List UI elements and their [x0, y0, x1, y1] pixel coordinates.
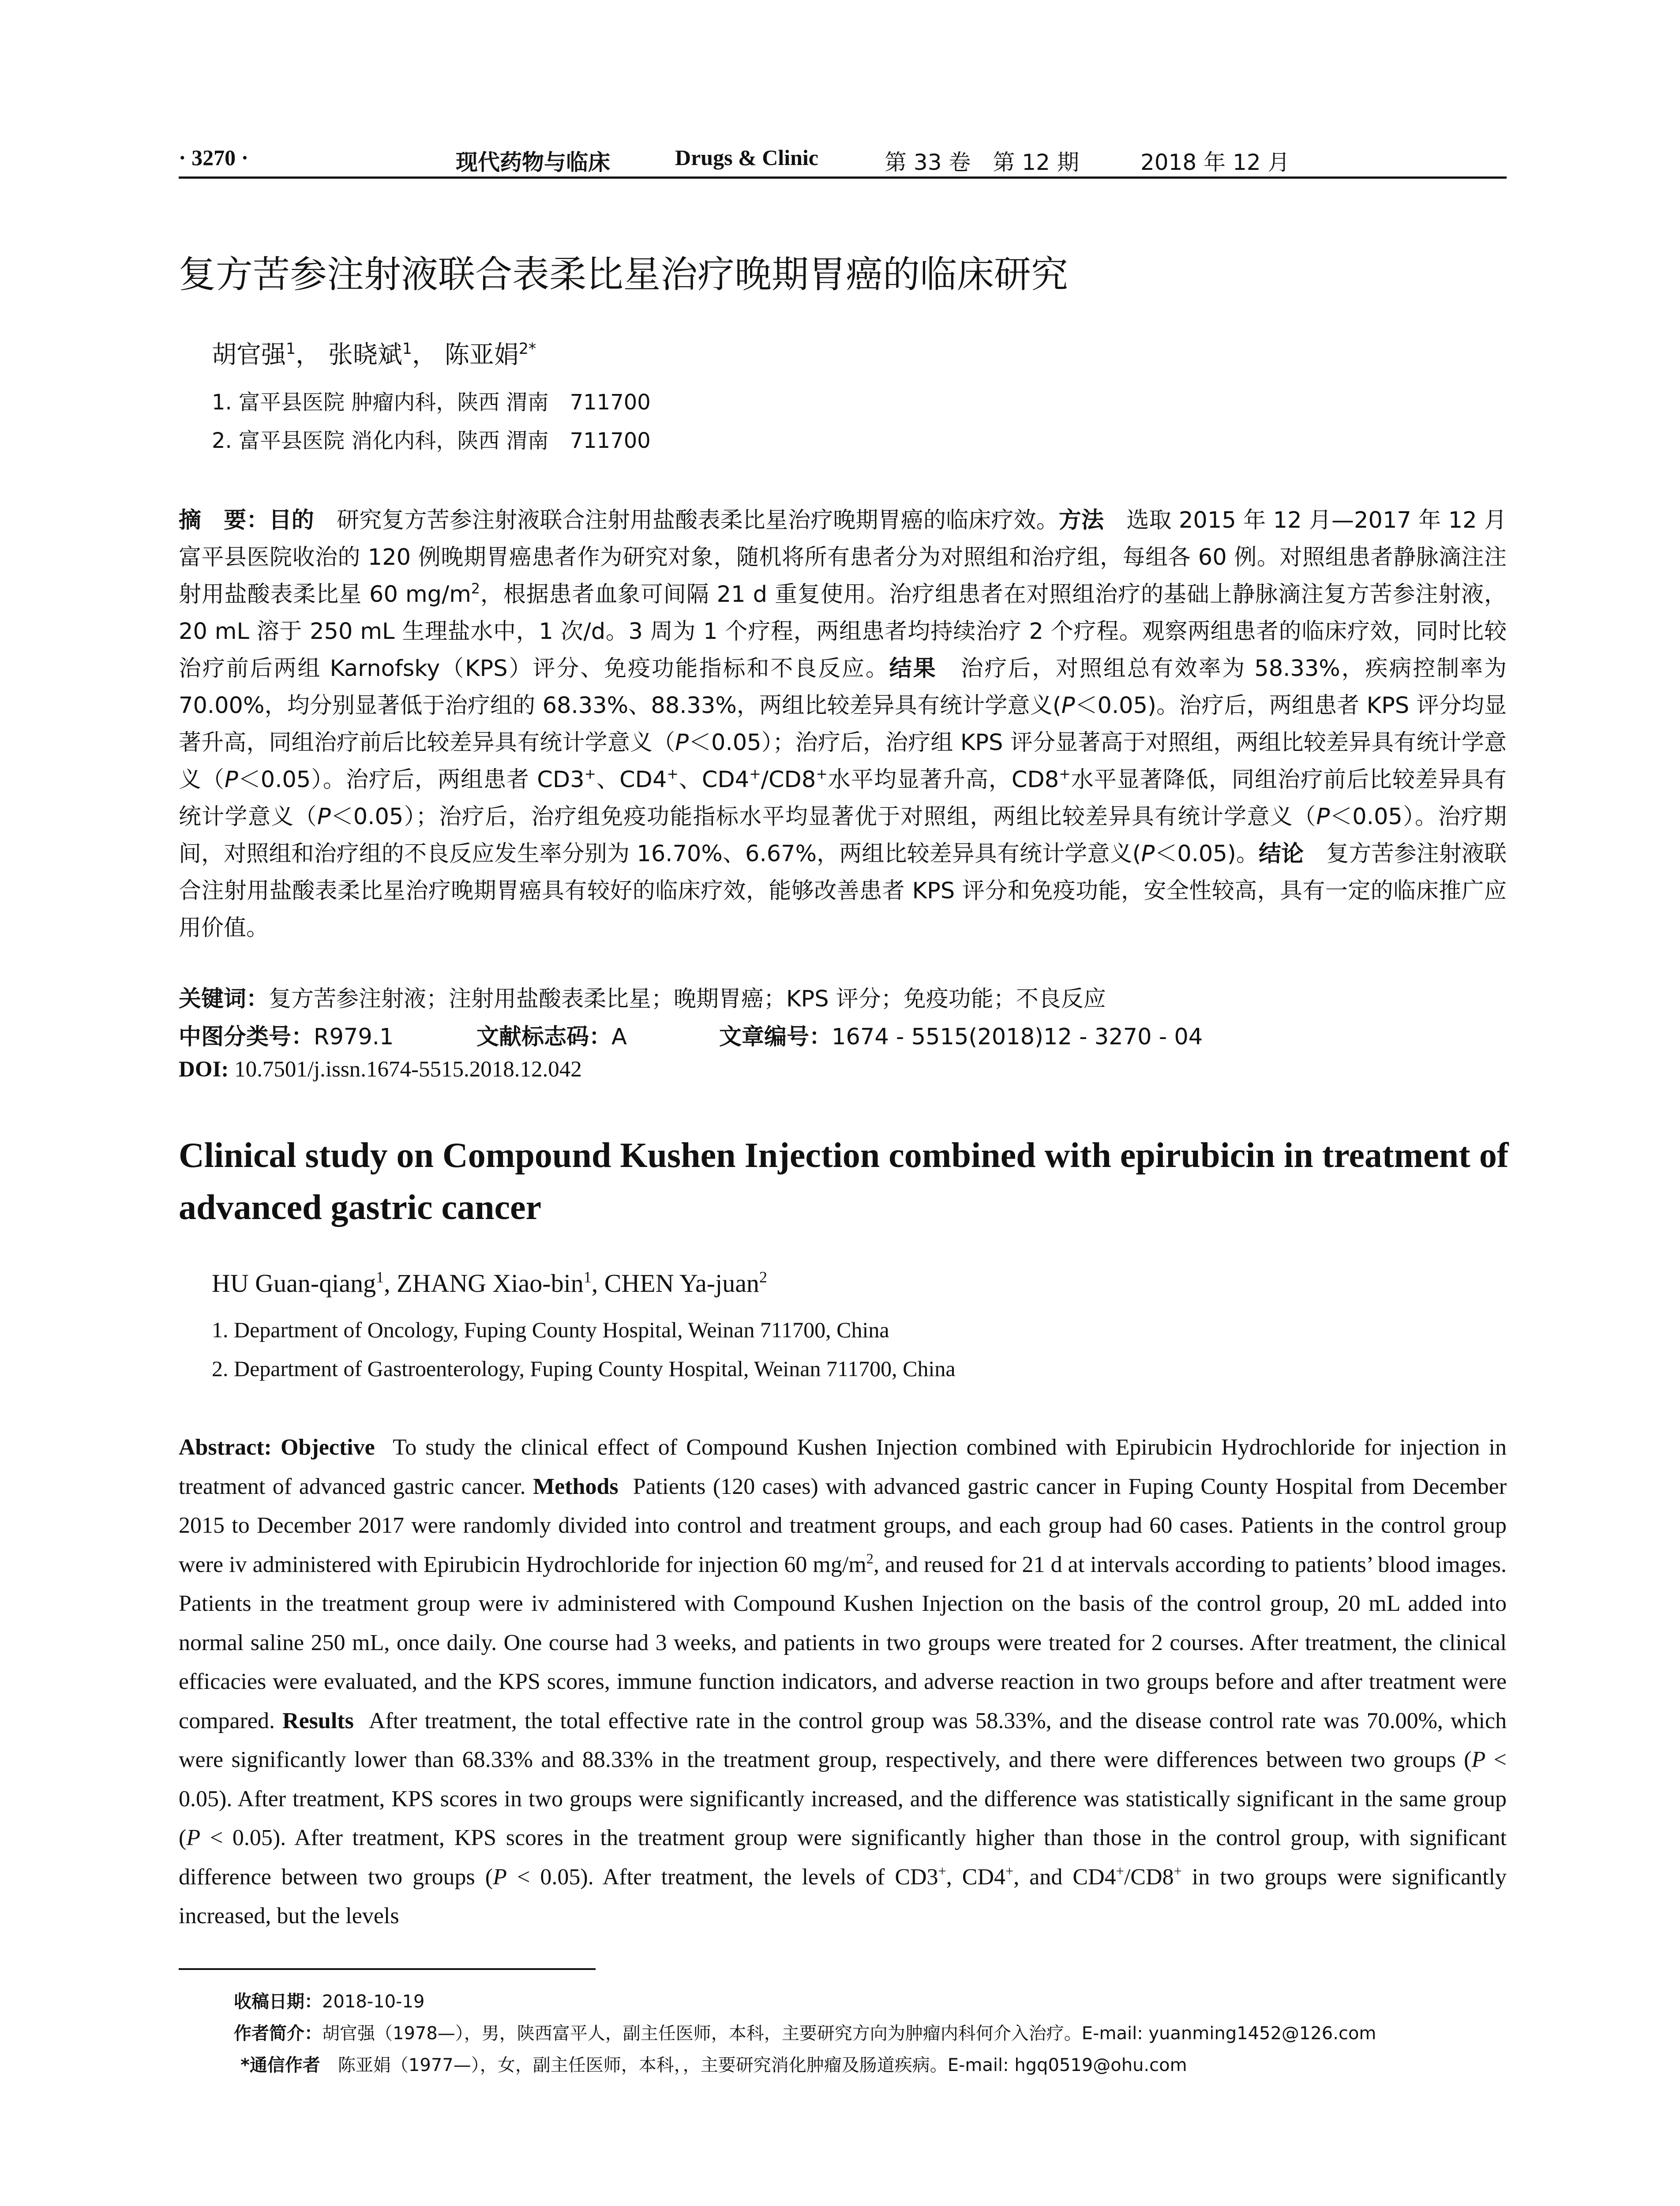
author-separator: ， — [412, 341, 437, 369]
corresponding-bio: 陈亚娟（1977—），女，副主任医师，本科，，主要研究消化肿瘤及肠道疾病。E-mail: hgq0519@ohu.com — [338, 2055, 1187, 2075]
methods-label: 方法 — [1058, 507, 1104, 533]
results-text: /CD8 — [761, 767, 816, 793]
superscript: + — [1116, 1863, 1124, 1879]
superscript: + — [667, 766, 679, 783]
received-label: 收稿日期： — [234, 1992, 322, 2012]
author-bio: 胡官强（1978—），男，陕西富平人，副主任医师，本科，主要研究方向为肿瘤内科何介入治疗。E-mail: yuanming1452@126.com — [322, 2023, 1376, 2044]
methods-text: , and reused for 21 d at intervals according to patients’ blood images. Patients in the treatment group were iv administered with Compound Kushen Injection on the basis of the control group, 20 mL added into normal saline 250 mL, once daily. One course had 3 weeks, and patients in two groups were treated for 2 courses. After treatment, the clinical efficacies were evaluated, and the KPS scores, immune function indicators, and adverse reaction in two groups before and after treatment were compared. — [179, 1552, 1507, 1733]
article-number — [719, 1018, 1203, 1051]
results-text: /CD8 — [1124, 1864, 1174, 1890]
author-name: HU Guan-qiang — [212, 1269, 376, 1298]
methods-text: 选取 2015 年 12 月—2017 年 12 月富平县医院收治的 120 例晚期胃癌患者作为研究对象，随机将所有患者分为对照组和治疗组，每组各 60 例。对照组患者静脉滴注注射用盐酸表柔比星 60 mg/m — [179, 507, 1507, 608]
journal-name-en: Drugs & Clinic — [675, 145, 818, 170]
author-name: 胡官强 — [212, 341, 286, 369]
title-en: Clinical study on Compound Kushen Injection combined with epirubicin in treatment of advanced gastric cancer — [179, 1136, 1509, 1227]
results-text: , and CD4 — [1013, 1864, 1116, 1890]
results-text: , CD4 — [946, 1864, 1006, 1890]
author-separator: ， — [296, 341, 321, 369]
document-code — [476, 1018, 627, 1051]
abstract-label: 摘 要： — [179, 507, 269, 533]
results-text: < 0.05). After treatment, KPS scores in two groups were significantly increased, and the difference was statistically significant in the same group ( — [179, 1747, 1507, 1850]
superscript: + — [938, 1863, 946, 1879]
author-name: ZHANG Xiao-bin — [397, 1269, 584, 1298]
results-text: ＜0.05)。治疗后，两组患者 KPS 评分均显著升高，同组治疗前后比较差异具有统计学意义（ — [179, 693, 1507, 756]
doi-value: 10.7501/j.issn.1674-5515.2018.12.042 — [234, 1057, 582, 1082]
superscript: + — [584, 766, 596, 783]
results-text: ＜0.05）。治疗期间，对照组和治疗组的不良反应发生率分别为 16.70%、6.67%，两组比较差异具有统计学意义( — [179, 804, 1507, 867]
results-text: After treatment, the total effective rate in the control group was 58.33%, and the disease control rate was 70.00%, which were significantly lower than 68.33% and 88.33% in the treatment group, respectively, and there were differences between two groups ( — [179, 1708, 1507, 1772]
doi-line — [179, 1057, 582, 1082]
abstract-cn — [179, 502, 1507, 947]
footnote-received — [234, 1988, 424, 2013]
objective-label: Objective — [281, 1435, 375, 1460]
affiliation-en: 1. Department of Oncology, Fuping County Hospital, Weinan 711700, China — [212, 1317, 889, 1342]
results-text: ＜0.05）；治疗后，治疗组 KPS 评分显著高于对照组，两组比较差异具有统计学意义（ — [179, 730, 1507, 793]
doc-code-value: A — [611, 1024, 627, 1050]
results-text: ＜0.05)。 — [1155, 841, 1259, 867]
objective-text: To study the clinical effect of Compound Kushen Injection combined with Epirubicin Hydrochloride for injection in treatment of advanced gastric cancer. — [179, 1435, 1507, 1499]
keywords-cn — [179, 980, 1106, 1013]
results-text: < 0.05). After treatment, the levels of CD3 — [506, 1864, 938, 1890]
results-text: 、CD4 — [678, 767, 750, 793]
results-text: < 0.05). After treatment, KPS scores in the treatment group were significantly higher than those in the control group, with significant difference between two groups ( — [179, 1825, 1507, 1890]
methods-text: Patients (120 cases) with advanced gastric cancer in Fuping County Hospital from December 2015 to December 2017 were randomly divided into control and treatment groups, and each group had 60 cases. Patients in the control group were iv administered with Epirubicin Hydrochloride for injection 60 mg/m — [179, 1474, 1507, 1577]
affiliation-en: 2. Department of Gastroenterology, Fuping County Hospital, Weinan 711700, China — [212, 1356, 956, 1381]
superscript: + — [1005, 1863, 1014, 1879]
journal-name-cn: 现代药物与临床 — [456, 150, 610, 175]
author-affiliation-mark: 1 — [286, 340, 296, 358]
volume-issue: 第 33 卷 第 12 期 — [885, 150, 1079, 175]
header-rule — [179, 176, 1507, 179]
objective-label: 目的 — [269, 507, 314, 533]
results-text: 、CD4 — [596, 767, 667, 793]
conclusion-label: 结论 — [1258, 841, 1304, 867]
abstract-label: Abstract: — [179, 1435, 272, 1460]
superscript: + — [816, 766, 828, 783]
affiliation-cn: 2. 富平县医院 消化内科，陕西 渭南 711700 — [212, 428, 651, 453]
p-symbol: P — [675, 730, 689, 756]
superscript: + — [1059, 766, 1071, 783]
p-symbol: P — [1471, 1747, 1486, 1772]
footnote-rule — [179, 1968, 596, 1970]
methods-text: ，根据患者血象可间隔 21 d 重复使用。治疗组患者在对照组治疗的基础上静脉滴注复方苦参注射液，20 mL 溶于 250 mL 生理盐水中，1 次/d。3 周为 1 个疗程，两组患者均持续治疗 2 个疗程。观察两组患者的临床疗效，同时比较治疗前后两组 Karnofsky（KPS）评分、免疫功能指标和不良反应。 — [179, 582, 1507, 682]
superscript: 2 — [471, 581, 480, 597]
conclusion-text: 复方苦参注射液联合注射用盐酸表柔比星治疗晚期胃癌具有较好的临床疗效，能够改善患者 KPS 评分和免疫功能，安全性较高，具有一定的临床推广应用价值。 — [179, 841, 1507, 941]
superscript: + — [749, 766, 761, 783]
author-name: CHEN Ya-juan — [604, 1269, 759, 1298]
author-affiliation-mark: 2* — [518, 340, 536, 358]
corresponding-label: *通信作者 — [240, 2055, 320, 2075]
p-symbol: P — [1316, 804, 1330, 830]
p-symbol: P — [317, 804, 331, 830]
methods-label: Methods — [533, 1474, 619, 1499]
results-text: ＜0.05）；治疗后，治疗组免疫功能指标水平均显著优于对照组，两组比较差异具有统计学意义（ — [330, 804, 1316, 830]
doc-code-label: 文献标志码： — [476, 1024, 612, 1050]
results-text: ＜0.05）。治疗后，两组患者 CD3 — [238, 767, 585, 793]
p-symbol: P — [186, 1825, 201, 1850]
results-label: 结果 — [889, 656, 937, 682]
author-affiliation-mark: 1 — [583, 1268, 592, 1286]
superscript: + — [1174, 1863, 1182, 1879]
authors-cn — [212, 335, 536, 371]
results-text: in two groups were significantly increased, but the levels — [179, 1864, 1507, 1928]
author-affiliation-mark: 1 — [402, 340, 412, 358]
affiliation-cn: 1. 富平县医院 肿瘤内科，陕西 渭南 711700 — [212, 390, 651, 415]
clc-label: 中图分类号： — [179, 1024, 314, 1050]
superscript: 2 — [866, 1550, 874, 1567]
article-no-value: 1674 - 5515(2018)12 - 3270 - 04 — [832, 1024, 1203, 1050]
authors-en: HU Guan-qiang$^1$, ZHANG Xiao-bin$^1$, CHEN Ya-juan$^2$ — [212, 1268, 767, 1298]
author-bio-label: 作者简介： — [234, 2023, 322, 2044]
article-no-label: 文章编号： — [719, 1024, 832, 1050]
results-text: 水平均显著升高，CD8 — [827, 767, 1059, 793]
p-symbol: P — [1061, 693, 1075, 719]
running-header — [179, 142, 1507, 176]
clc-value: R979.1 — [314, 1024, 394, 1050]
results-label: Results — [282, 1708, 354, 1733]
p-symbol: P — [493, 1864, 507, 1890]
p-symbol: P — [1141, 841, 1155, 867]
results-text: 水平显著降低，同组治疗前后比较差异具有统计学意义（ — [179, 767, 1507, 830]
author-affiliation-mark: 1 — [376, 1268, 384, 1286]
title-cn: 复方苦参注射液联合表柔比星治疗晚期胃癌的临床研究 — [179, 253, 1069, 296]
p-symbol: P — [225, 767, 238, 793]
keywords-label: 关键词： — [179, 986, 269, 1012]
author-affiliation-mark: 2 — [759, 1268, 767, 1286]
author-name: 张晓斌 — [328, 341, 402, 369]
page-number: · 3270 · — [179, 145, 249, 170]
keywords-text: 复方苦参注射液；注射用盐酸表柔比星；晚期胃癌；KPS 评分；免疫功能；不良反应 — [269, 986, 1106, 1012]
classification-line — [179, 1018, 394, 1051]
author-name: 陈亚娟 — [444, 341, 519, 369]
abstract-en — [179, 1428, 1507, 1936]
received-date: 2018-10-19 — [322, 1992, 425, 2012]
footnote-author — [234, 2019, 1376, 2045]
footnote-corresponding — [240, 2051, 1187, 2076]
objective-text: 研究复方苦参注射液联合注射用盐酸表柔比星治疗晚期胃癌的临床疗效。 — [337, 507, 1059, 533]
results-text: 治疗后，对照组总有效率为 58.33%，疾病控制率为 70.00%，均分别显著低于治疗组的 68.33%、88.33%，两组比较差异具有统计学意义( — [179, 656, 1507, 719]
issue-date: 2018 年 12 月 — [1140, 150, 1290, 175]
doi-label: DOI: — [179, 1057, 229, 1082]
